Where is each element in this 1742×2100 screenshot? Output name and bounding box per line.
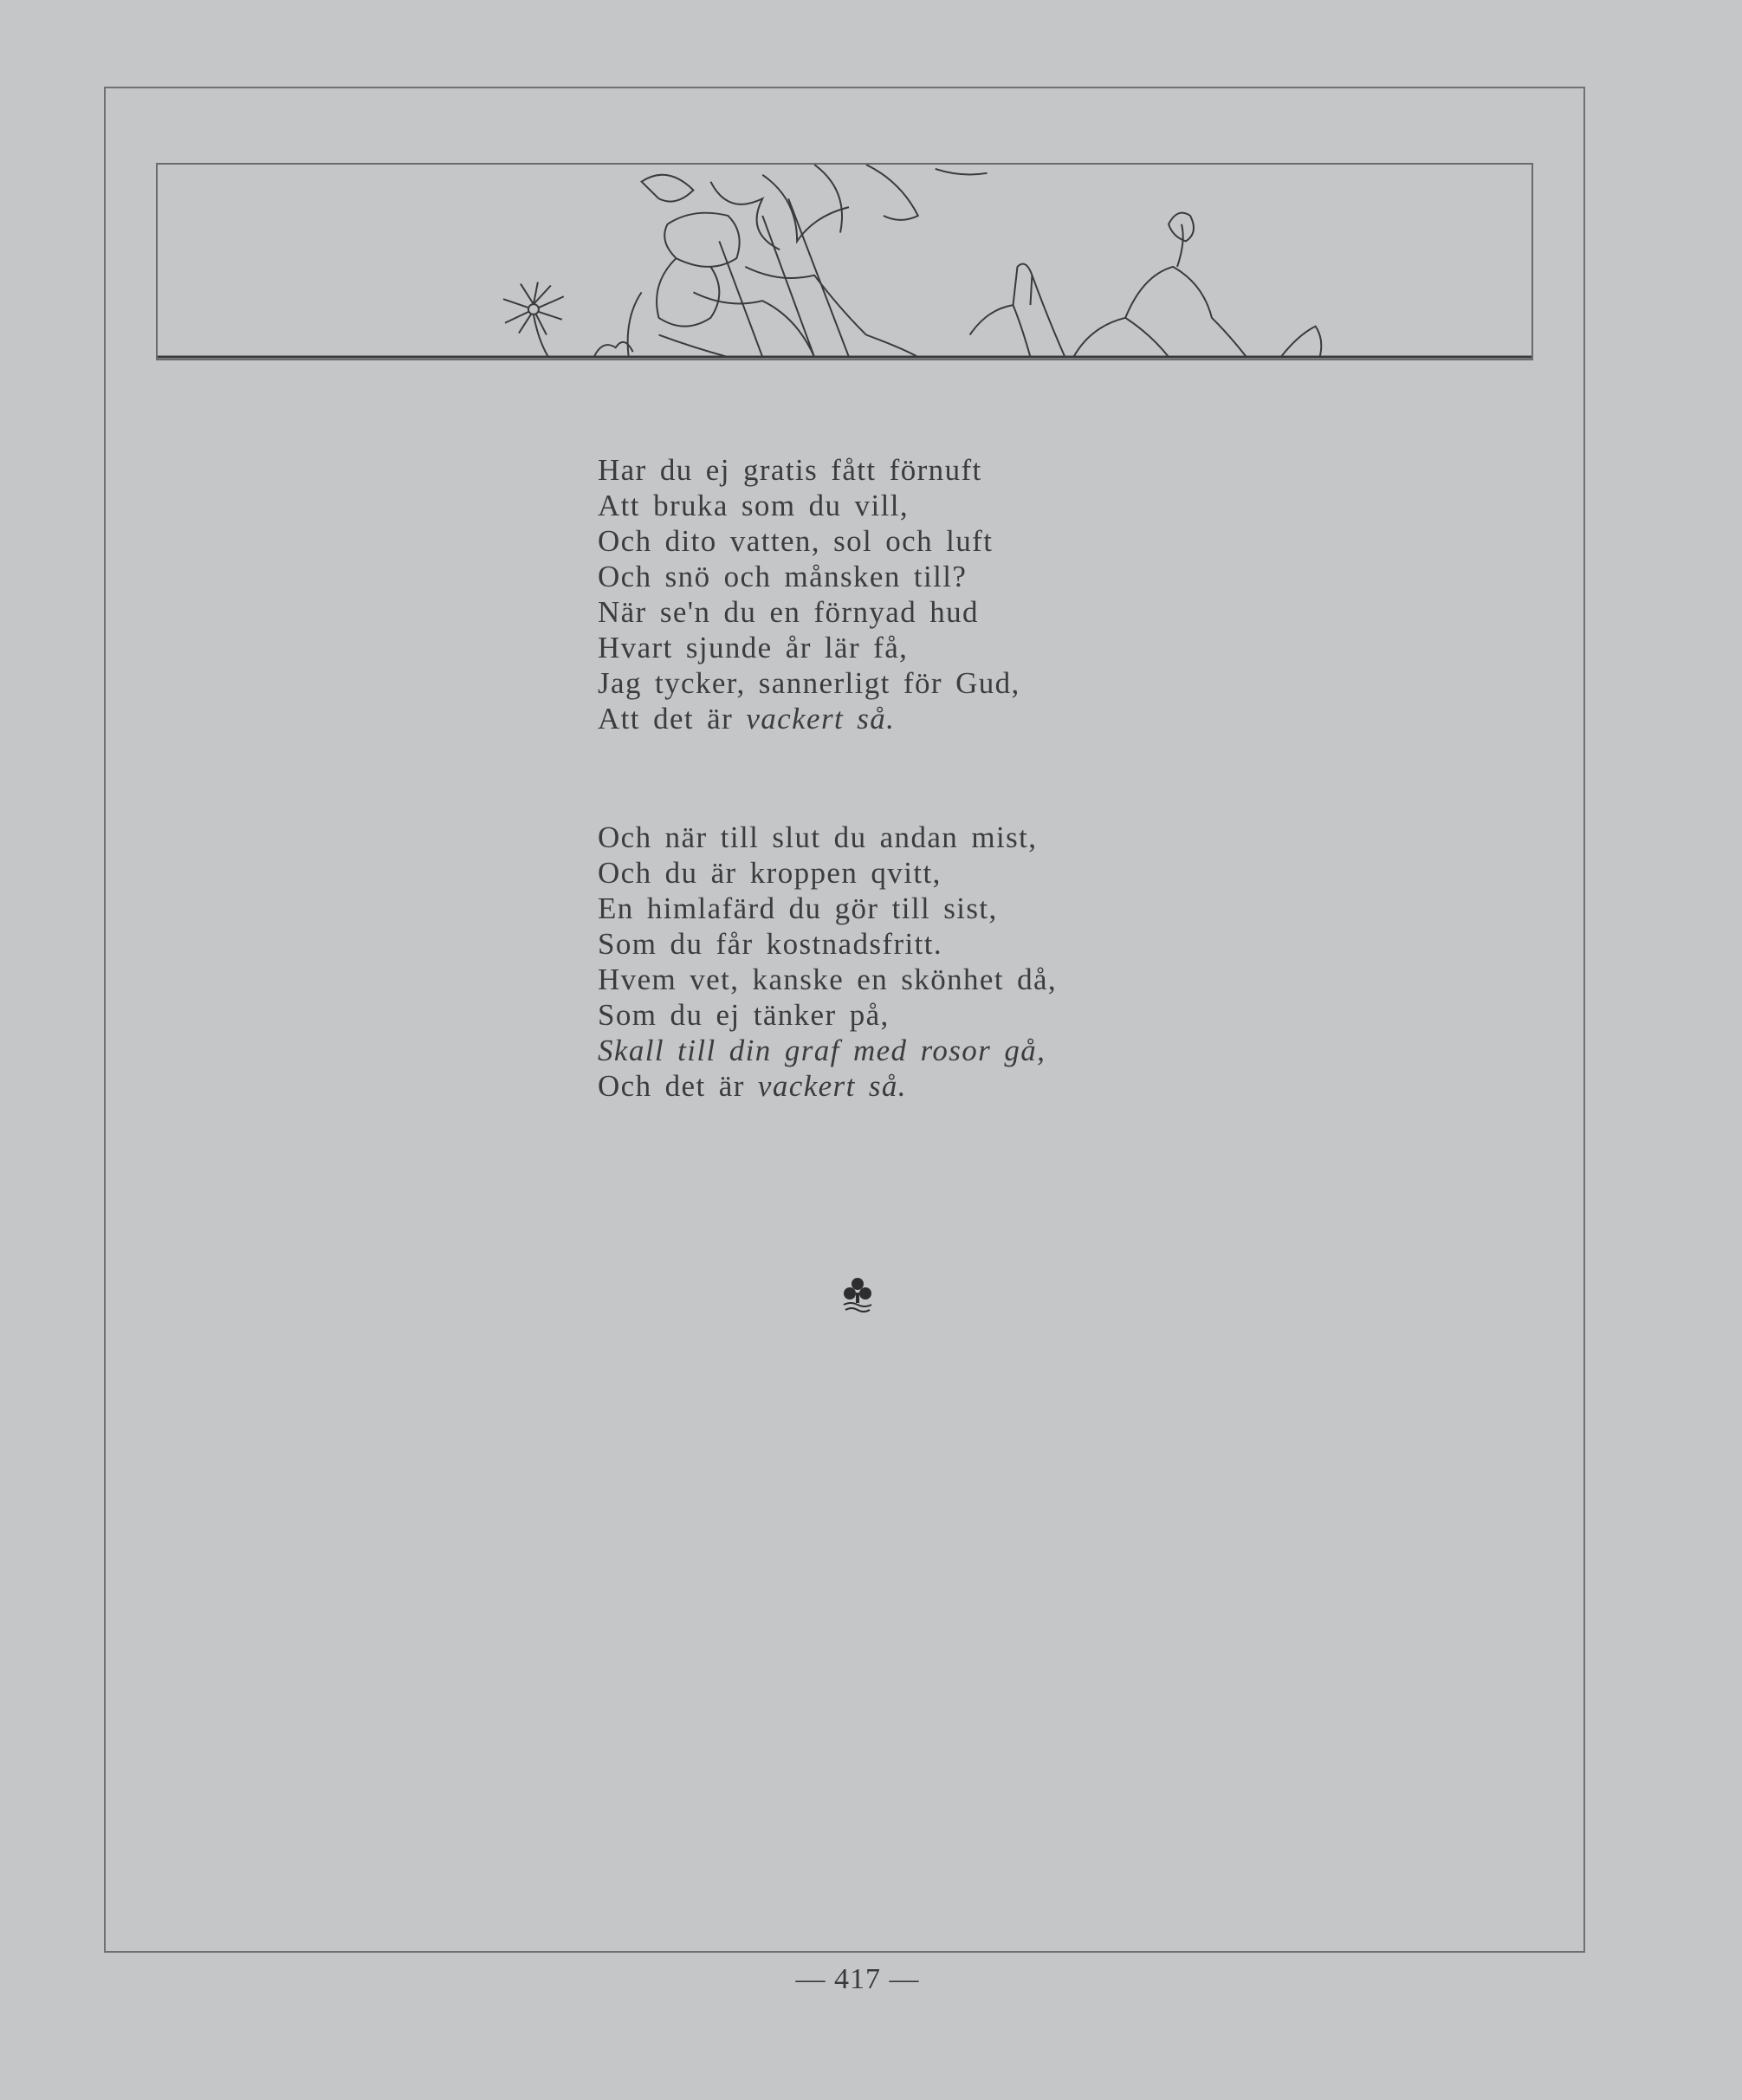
poem-stanza-1 bbox=[598, 452, 1204, 736]
stanza-1-line-8-start: Att det är bbox=[598, 702, 747, 736]
daisy-icon bbox=[503, 282, 633, 357]
stanza-2-line-8 bbox=[598, 1068, 1204, 1104]
stanza-1-line-6: Hvart sjunde år lär få, bbox=[598, 631, 909, 664]
stanza-2-line-5: Hvem vet, kanske en skönhet då, bbox=[598, 962, 1058, 996]
stanza-1-line-8-italic: vackert så. bbox=[746, 702, 896, 736]
stanza-1-line-7: Jag tycker, sannerligt för Gud, bbox=[598, 666, 1020, 700]
poem-stanza-2 bbox=[598, 820, 1204, 1104]
bluebell-flower-icon bbox=[970, 213, 1322, 357]
stanza-2-line-3: En himlafärd du gör till sist, bbox=[598, 891, 998, 925]
stanza-1-line-5: När se'n du en förnyad hud bbox=[598, 595, 979, 629]
stanza-2-line-4: Som du får kostnadsfritt. bbox=[598, 927, 943, 961]
stanza-2-line-8-italic: vackert så. bbox=[757, 1069, 907, 1103]
stanza-1-line-2: Att bruka som du vill, bbox=[598, 489, 909, 522]
stanza-1-line-1: Har du ej gratis fått förnuft bbox=[598, 453, 982, 487]
stanza-1-line-8 bbox=[598, 701, 1204, 736]
floral-vignette bbox=[156, 163, 1533, 360]
page-number: — 417 — bbox=[795, 1963, 920, 1995]
iris-flower-icon bbox=[628, 165, 988, 357]
stanza-2-line-6: Som du ej tänker på, bbox=[598, 998, 890, 1032]
stanza-2-line-7-italic: Skall till din graf med rosor gå, bbox=[598, 1034, 1046, 1067]
stanza-2-line-2: Och du är kroppen qvitt, bbox=[598, 856, 942, 890]
club-ornament-icon bbox=[840, 1275, 875, 1313]
floral-vignette-illustration bbox=[158, 165, 1532, 359]
stanza-1-line-3: Och dito vatten, sol och luft bbox=[598, 524, 994, 558]
stanza-2-line-8-start: Och det är bbox=[598, 1069, 758, 1103]
stanza-2-line-7 bbox=[598, 1033, 1204, 1068]
stanza-1-line-4: Och snö och månsken till? bbox=[598, 560, 968, 593]
stanza-2-line-1: Och när till slut du andan mist, bbox=[598, 820, 1038, 854]
